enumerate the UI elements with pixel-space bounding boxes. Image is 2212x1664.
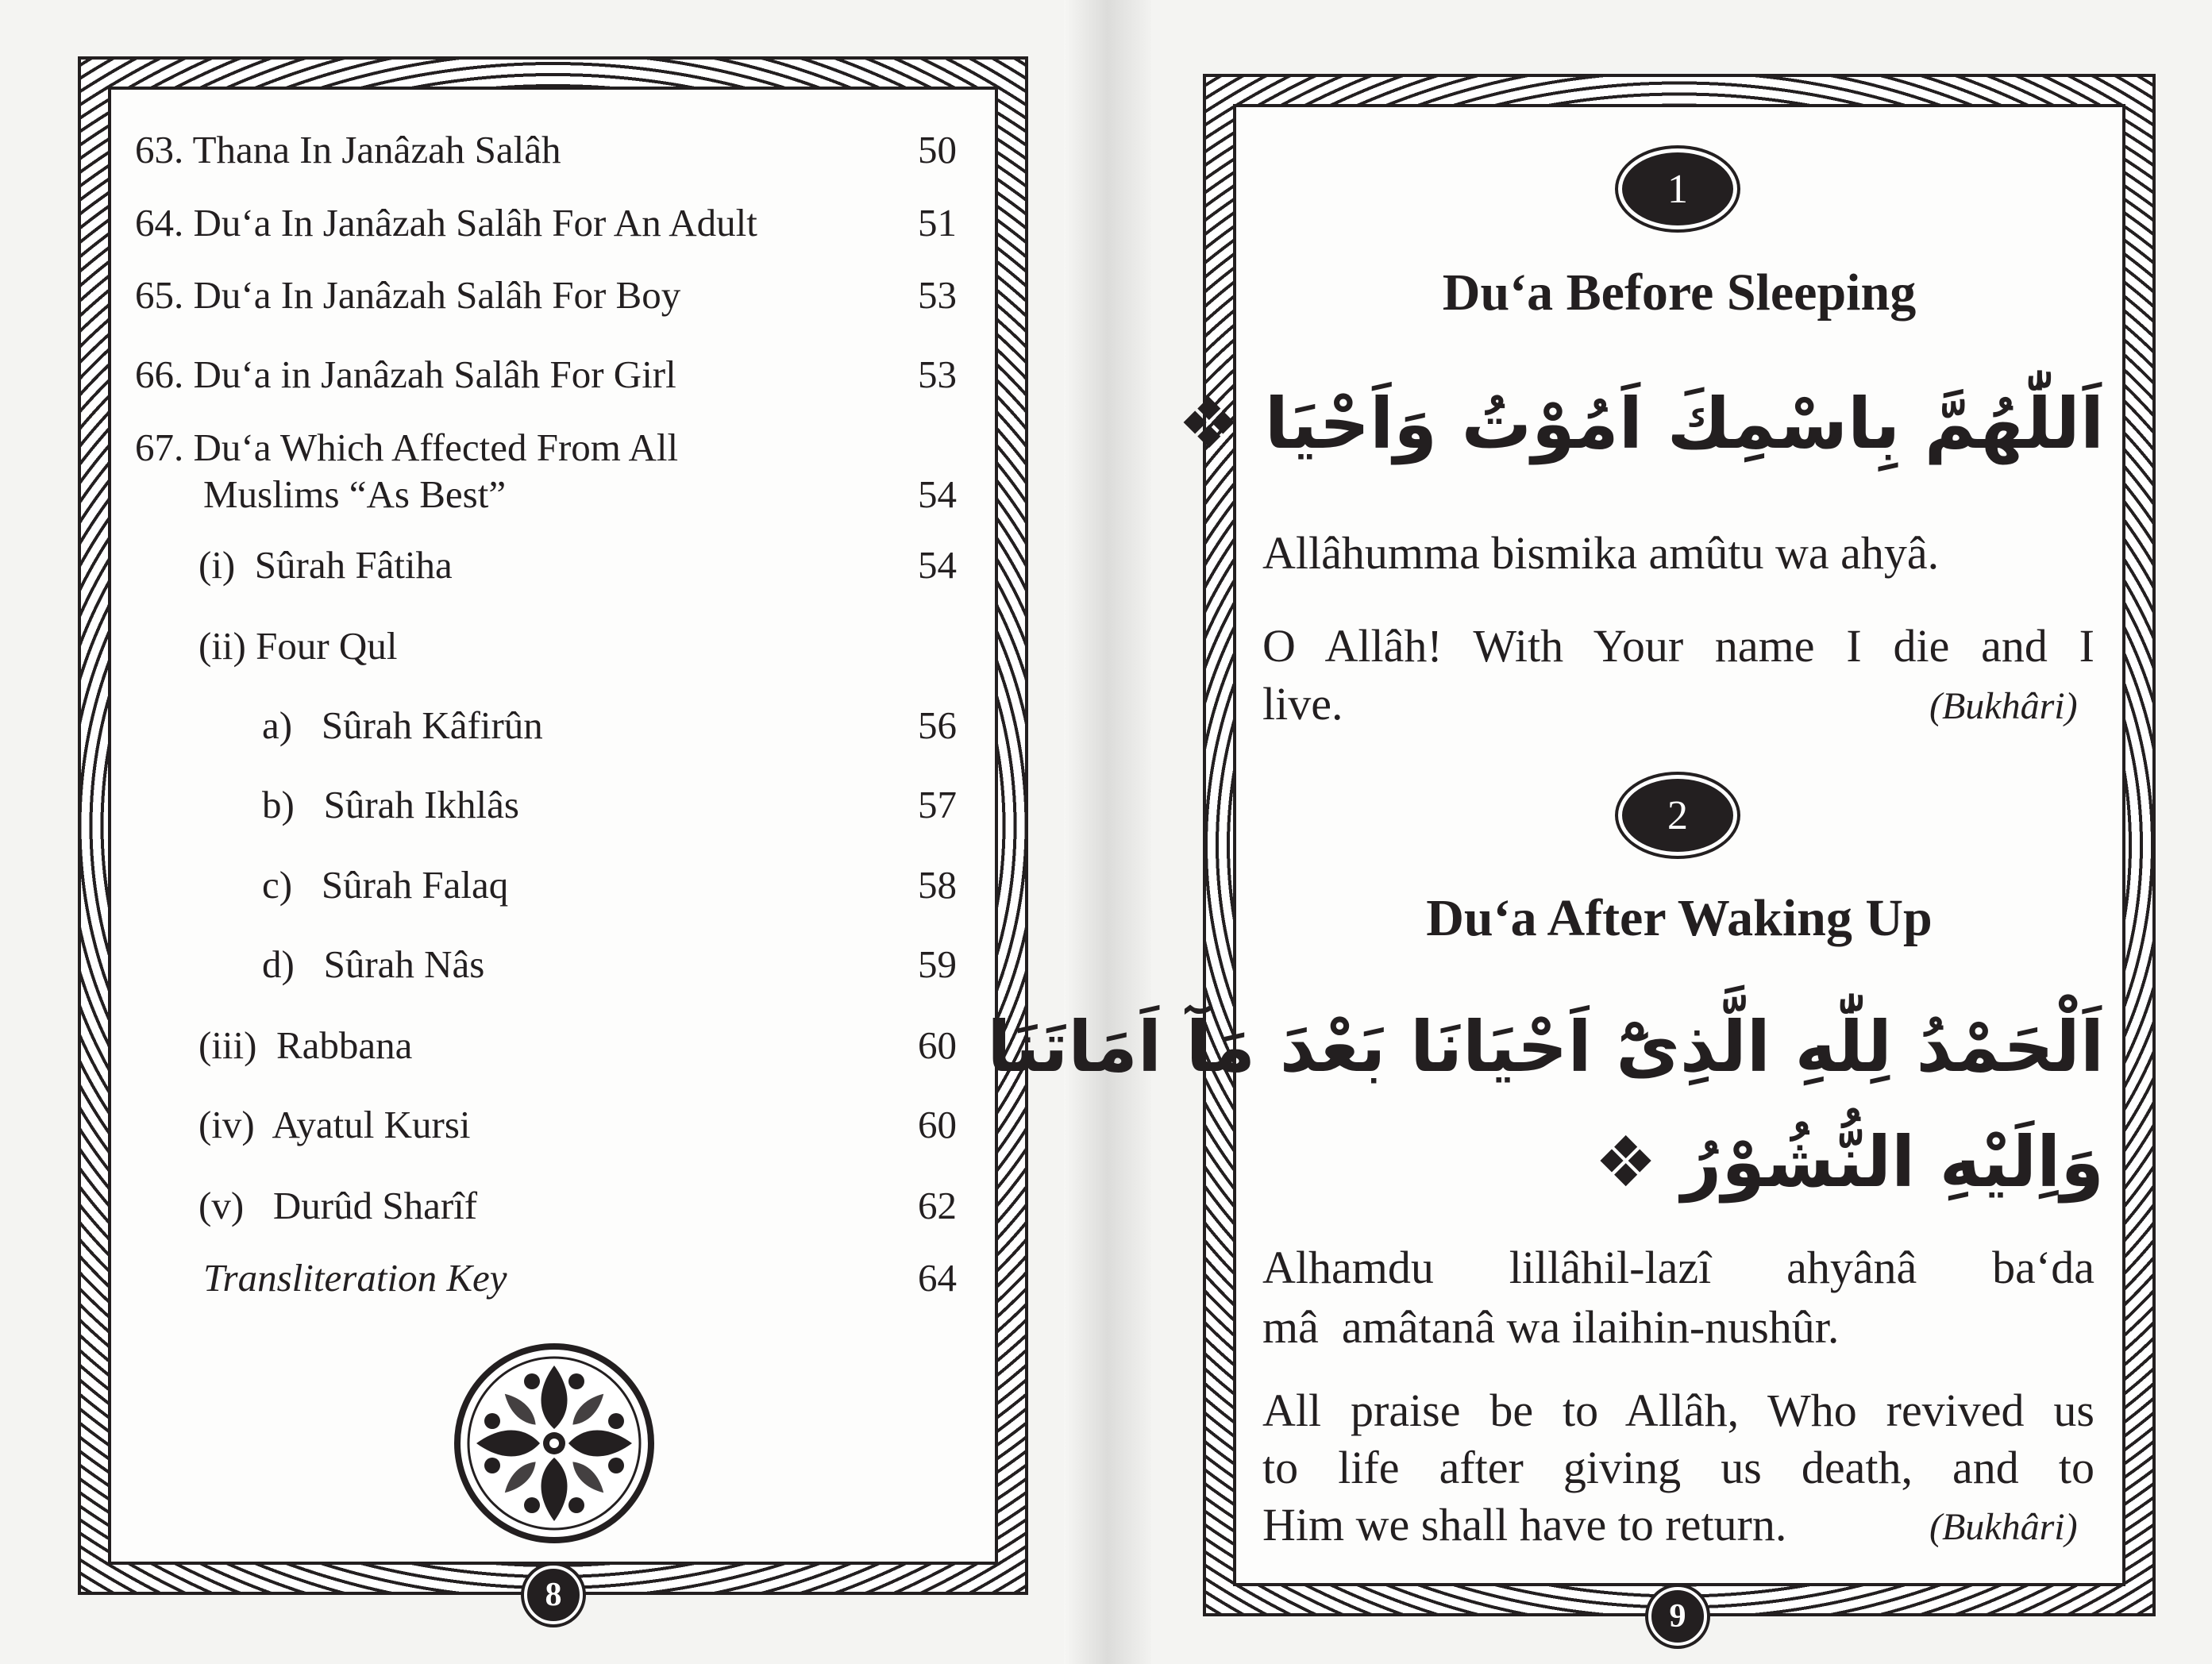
toc-page: 51 [918,201,957,245]
toc-item: 64. Du‘a In Janâzah Salâh For An Adult [135,201,757,245]
dua-transliteration: mâ amâtanâ wa ilaihin-nushûr. [1262,1301,1840,1353]
toc-page: 56 [918,703,957,747]
dua-transliteration: Alhamdu lillâhil-lazî ahyânâ ba‘da [1262,1242,2094,1293]
toc-item: c) Sûrah Falaq [262,863,509,907]
dua-reference: (Bukhâri) [1929,1506,2078,1548]
dua-translation: All praise be to Allâh, Who revived us [1262,1385,2094,1436]
toc-item: a) Sûrah Kâfirûn [262,703,543,747]
toc-page: 60 [918,1023,957,1067]
dua-title: Du‘a Before Sleeping [1442,264,1917,322]
page-number-right: 9 [1648,1587,1707,1646]
toc-item: Muslims “As Best” [203,472,507,516]
toc-page: 59 [918,942,957,986]
toc-item: (ii) Four Qul [198,624,398,668]
book-spine [1064,0,1151,1664]
toc-item: (iv) Ayatul Kursi [198,1103,471,1146]
dua-translation: O Allâh! With Your name I die and I [1262,620,2094,672]
toc-item: 65. Du‘a In Janâzah Salâh For Boy [135,273,681,317]
toc-page: 60 [918,1103,957,1146]
toc-item: d) Sûrah Nâs [262,942,485,986]
toc-item: 66. Du‘a in Janâzah Salâh For Girl [135,352,676,396]
toc-item: (iii) Rabbana [198,1023,413,1067]
floral-medallion-icon [453,1342,656,1545]
dua-title: Du‘a After Waking Up [1426,889,1933,947]
toc-page: 58 [918,863,957,907]
toc-item: (v) Durûd Sharîf [198,1184,478,1227]
dua-translation: to life after giving us death, and to [1262,1442,2094,1493]
dua-transliteration: Allâhumma bismika amûtu wa ahyâ. [1262,527,1940,579]
toc-page: 57 [918,783,957,826]
dua-number-badge: 1 [1622,152,1733,225]
toc-page: 50 [918,128,957,171]
dua-arabic: وَاِلَيْهِ النُّشُوْرُ ❖ [1594,1121,2104,1203]
toc-page: 53 [918,273,957,317]
dua-number-badge: 2 [1622,779,1733,852]
toc-item: Transliteration Key [203,1256,507,1300]
dua-translation: live. [1262,678,1343,730]
dua-arabic: اَللّٰهُمَّ بِاسْمِكَ اَمُوْتُ وَاَحْيَا ❖ [1177,383,2104,464]
dua-arabic: اَلْحَمْدُ لِلّٰهِ الَّذِىْٓ اَحْيَانَا بَعْدَ مَآ اَمَاتَنَا [987,1006,2104,1088]
toc-item: 63. Thana In Janâzah Salâh [135,128,561,171]
toc-page: 53 [918,352,957,396]
toc-page: 54 [918,543,957,587]
toc-item: 67. Du‘a Which Affected From All [135,426,679,469]
toc-page: 62 [918,1184,957,1227]
dua-reference: (Bukhâri) [1929,685,2078,727]
dua-translation: Him we shall have to return. [1262,1499,1787,1550]
toc-page: 54 [918,472,957,516]
toc-item: (i) Sûrah Fâtiha [198,543,453,587]
toc-page: 64 [918,1256,957,1300]
page-number-left: 8 [524,1566,583,1624]
toc-item: b) Sûrah Ikhlâs [262,783,519,826]
